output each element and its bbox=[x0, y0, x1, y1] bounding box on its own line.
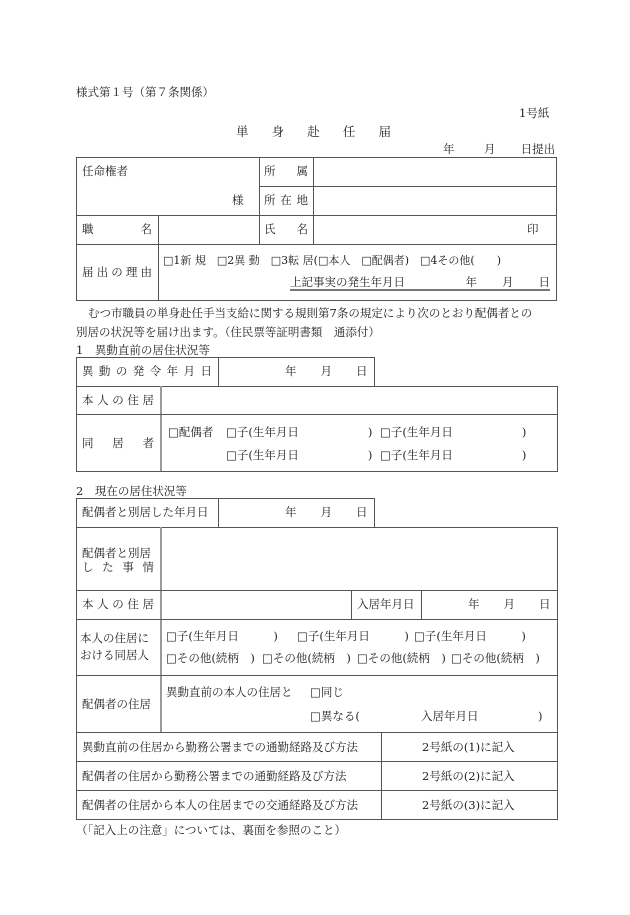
affiliation-field[interactable] bbox=[316, 159, 554, 184]
label-char: 者 bbox=[142, 436, 154, 450]
divider bbox=[76, 498, 374, 499]
divider bbox=[76, 819, 558, 820]
divider bbox=[76, 357, 374, 358]
year-label: 年 bbox=[285, 505, 297, 519]
label-char: の bbox=[112, 597, 124, 611]
label-char: 動 bbox=[98, 364, 111, 378]
year-label: 年 bbox=[468, 597, 480, 611]
label-char: の bbox=[112, 393, 124, 407]
child-checkbox[interactable]: □子(生年月日 ) bbox=[226, 448, 373, 462]
label-char: 発 bbox=[132, 364, 145, 378]
divider bbox=[76, 244, 557, 245]
divider bbox=[313, 157, 314, 244]
reason-label bbox=[82, 265, 152, 279]
divider bbox=[374, 357, 375, 386]
transfer-date-field[interactable] bbox=[285, 364, 368, 378]
divider bbox=[76, 761, 557, 762]
divider bbox=[76, 619, 557, 620]
title-char: 届 bbox=[378, 124, 391, 139]
current-residence-field[interactable] bbox=[164, 592, 349, 617]
divider bbox=[218, 357, 219, 386]
honorific-label: 様 bbox=[232, 193, 244, 207]
label-char: 本 bbox=[82, 597, 94, 611]
different-checkbox[interactable]: □異なる( bbox=[310, 709, 360, 723]
title-char: 単 bbox=[236, 124, 249, 139]
household-label-1: 本人の住居に bbox=[80, 631, 149, 645]
day-label: 日 bbox=[356, 505, 368, 519]
separation-reason-field[interactable] bbox=[164, 529, 554, 588]
child-checkbox[interactable]: □子(生年月日 ) bbox=[380, 425, 527, 439]
label-char: 年 bbox=[166, 364, 179, 378]
separation-reason-label-1: 配偶者と別居 bbox=[82, 546, 151, 560]
day-label: 日 bbox=[539, 597, 551, 611]
household-label-2: おける同居人 bbox=[80, 648, 149, 662]
route-label: 異動直前の住居から勤務公署までの通勤経路及び方法 bbox=[82, 740, 358, 754]
label-char: 住 bbox=[127, 597, 139, 611]
divider bbox=[76, 790, 557, 791]
label-char: 居 bbox=[142, 393, 154, 407]
label-char: 届 bbox=[82, 265, 94, 279]
intro-line-2: 別居の状況等を届け出ます。（住民票等証明書類 通添付） bbox=[76, 325, 380, 339]
job-title-label bbox=[82, 222, 152, 236]
label-char: 異 bbox=[82, 364, 94, 378]
residence-field[interactable] bbox=[164, 388, 554, 412]
day-label: 日 bbox=[538, 275, 550, 289]
seal-mark: 印 bbox=[527, 222, 539, 236]
sheet-label: 1号紙 bbox=[519, 106, 550, 120]
name-label bbox=[264, 222, 308, 236]
label-char: 所 bbox=[264, 193, 276, 207]
divider bbox=[374, 498, 375, 527]
child-checkbox[interactable]: □子(生年月日 ) bbox=[166, 629, 278, 643]
divider bbox=[381, 732, 382, 819]
label-char: 人 bbox=[97, 597, 109, 611]
job-title-field[interactable] bbox=[161, 217, 257, 242]
divider bbox=[76, 527, 557, 528]
route-label: 配偶者の住居から本人の住居までの交通経路及び方法 bbox=[82, 798, 358, 812]
divider bbox=[158, 215, 159, 301]
child-checkbox[interactable]: □子(生年月日 ) bbox=[297, 629, 409, 643]
label-char: 居 bbox=[142, 597, 154, 611]
month-label: 月 bbox=[483, 142, 496, 156]
divider bbox=[76, 386, 557, 387]
close-paren: ) bbox=[538, 709, 543, 723]
label-char: た bbox=[102, 560, 114, 574]
label-char: 令 bbox=[149, 364, 162, 378]
divider bbox=[76, 732, 557, 733]
day-label: 日 bbox=[356, 364, 368, 378]
divider bbox=[160, 527, 162, 732]
day-submitted-label: 日提出 bbox=[520, 142, 556, 156]
label-char: 名 bbox=[296, 222, 308, 236]
label-char: 氏 bbox=[264, 222, 276, 236]
route-value: 2号紙の(3)に記入 bbox=[422, 798, 515, 812]
divider bbox=[218, 498, 219, 527]
label-char: 住 bbox=[127, 393, 139, 407]
divider bbox=[76, 414, 557, 415]
month-label: 月 bbox=[320, 505, 332, 519]
name-field[interactable] bbox=[316, 217, 526, 242]
residence-label bbox=[82, 393, 154, 407]
location-field[interactable] bbox=[316, 188, 554, 213]
label-char: 出 bbox=[96, 265, 109, 279]
appointer-field[interactable] bbox=[92, 172, 252, 208]
spouse-checkbox[interactable]: □配偶者 bbox=[168, 425, 214, 439]
event-date-label: 上記事実の発生年月日 bbox=[290, 275, 405, 289]
separation-date-label: 配偶者と別居した年月日 bbox=[82, 505, 209, 519]
separation-reason-label-2 bbox=[82, 560, 154, 574]
divider bbox=[76, 498, 77, 819]
year-label: 年 bbox=[465, 275, 477, 289]
month-label: 月 bbox=[320, 364, 332, 378]
divider bbox=[76, 471, 558, 472]
label-char: 理 bbox=[125, 265, 138, 279]
month-label: 月 bbox=[503, 597, 515, 611]
divider bbox=[557, 386, 558, 472]
appointer-label: 任命権者 bbox=[82, 164, 128, 178]
title-char: 赴 bbox=[307, 124, 320, 139]
route-label: 配偶者の住居から勤務公署までの通勤経路及び方法 bbox=[82, 769, 347, 783]
different-move-in-label: 入居年月日 bbox=[421, 709, 479, 723]
same-checkbox[interactable]: □同じ bbox=[310, 685, 344, 699]
label-char: 同 bbox=[82, 436, 94, 450]
other-checkbox[interactable]: □その他(続柄 ) bbox=[166, 651, 255, 665]
label-char: 本 bbox=[82, 393, 94, 407]
divider bbox=[160, 386, 162, 472]
divider bbox=[76, 215, 557, 216]
label-char: 職 bbox=[82, 222, 94, 236]
other-checkbox[interactable]: □その他(続柄 ) bbox=[451, 651, 540, 665]
residence-label bbox=[82, 597, 154, 611]
month-label: 月 bbox=[502, 275, 514, 289]
divider bbox=[557, 527, 558, 819]
section-2-heading: 2 現在の居住状況等 bbox=[76, 484, 187, 498]
child-checkbox[interactable]: □子(生年月日 ) bbox=[226, 425, 373, 439]
route-value: 2号紙の(2)に記入 bbox=[422, 769, 515, 783]
divider bbox=[421, 590, 422, 619]
reason-options[interactable]: □1新 規 □2異 動 □3転 居(□本人 □配偶者) □4その他( ) bbox=[163, 254, 502, 267]
spouse-residence-compare: 異動直前の本人の住居と bbox=[166, 685, 293, 699]
year-label: 年 bbox=[443, 142, 455, 156]
label-char: 居 bbox=[112, 436, 124, 450]
label-char: 在 bbox=[280, 193, 292, 207]
intro-line-1: むつ市職員の単身赴任手当支給に関する規則第7条の規定により次のとおり配偶者との bbox=[88, 306, 533, 320]
label-char: 月 bbox=[183, 364, 196, 378]
divider bbox=[76, 590, 557, 591]
other-checkbox[interactable]: □その他(続柄 ) bbox=[262, 651, 351, 665]
label-char: し bbox=[82, 560, 94, 574]
label-char: 所 bbox=[264, 164, 276, 178]
title-char: 任 bbox=[342, 124, 356, 139]
transfer-date-label bbox=[82, 364, 212, 378]
child-checkbox[interactable]: □子(生年月日 ) bbox=[414, 629, 526, 643]
title-char: 身 bbox=[271, 124, 285, 139]
divider bbox=[76, 675, 557, 676]
label-char: 由 bbox=[140, 265, 152, 279]
label-char: 情 bbox=[142, 560, 154, 574]
label-char: 事 bbox=[122, 560, 134, 574]
label-char: 人 bbox=[97, 393, 109, 407]
other-checkbox[interactable]: □その他(続柄 ) bbox=[357, 651, 446, 665]
form-title bbox=[236, 122, 391, 140]
separation-date-field[interactable] bbox=[285, 505, 368, 519]
divider bbox=[351, 590, 352, 619]
label-char: 地 bbox=[296, 193, 308, 207]
label-char: の bbox=[115, 364, 128, 378]
label-char: 日 bbox=[200, 364, 212, 378]
route-value: 2号紙の(1)に記入 bbox=[422, 740, 515, 754]
move-in-date-field[interactable] bbox=[468, 597, 551, 611]
location-label bbox=[264, 193, 308, 207]
move-in-label: 入居年月日 bbox=[357, 597, 415, 611]
divider bbox=[259, 157, 260, 244]
footer-note: （「記入上の注意」については、裏面を参照のこと） bbox=[76, 823, 347, 837]
affiliation-label bbox=[264, 164, 308, 178]
spouse-residence-label: 配偶者の住居 bbox=[82, 697, 151, 711]
form-number: 様式第１号（第７条関係） bbox=[76, 85, 214, 99]
submission-date[interactable] bbox=[443, 141, 555, 157]
label-char: の bbox=[111, 265, 123, 279]
divider bbox=[259, 186, 557, 187]
year-label: 年 bbox=[285, 364, 297, 378]
label-char: 属 bbox=[296, 164, 308, 178]
child-checkbox[interactable]: □子(生年月日 ) bbox=[380, 448, 527, 462]
cohabitant-label bbox=[82, 436, 154, 450]
section-1-heading: 1 異動直前の居住状況等 bbox=[76, 343, 210, 357]
event-date-row[interactable] bbox=[290, 275, 550, 291]
label-char: 名 bbox=[140, 222, 152, 236]
